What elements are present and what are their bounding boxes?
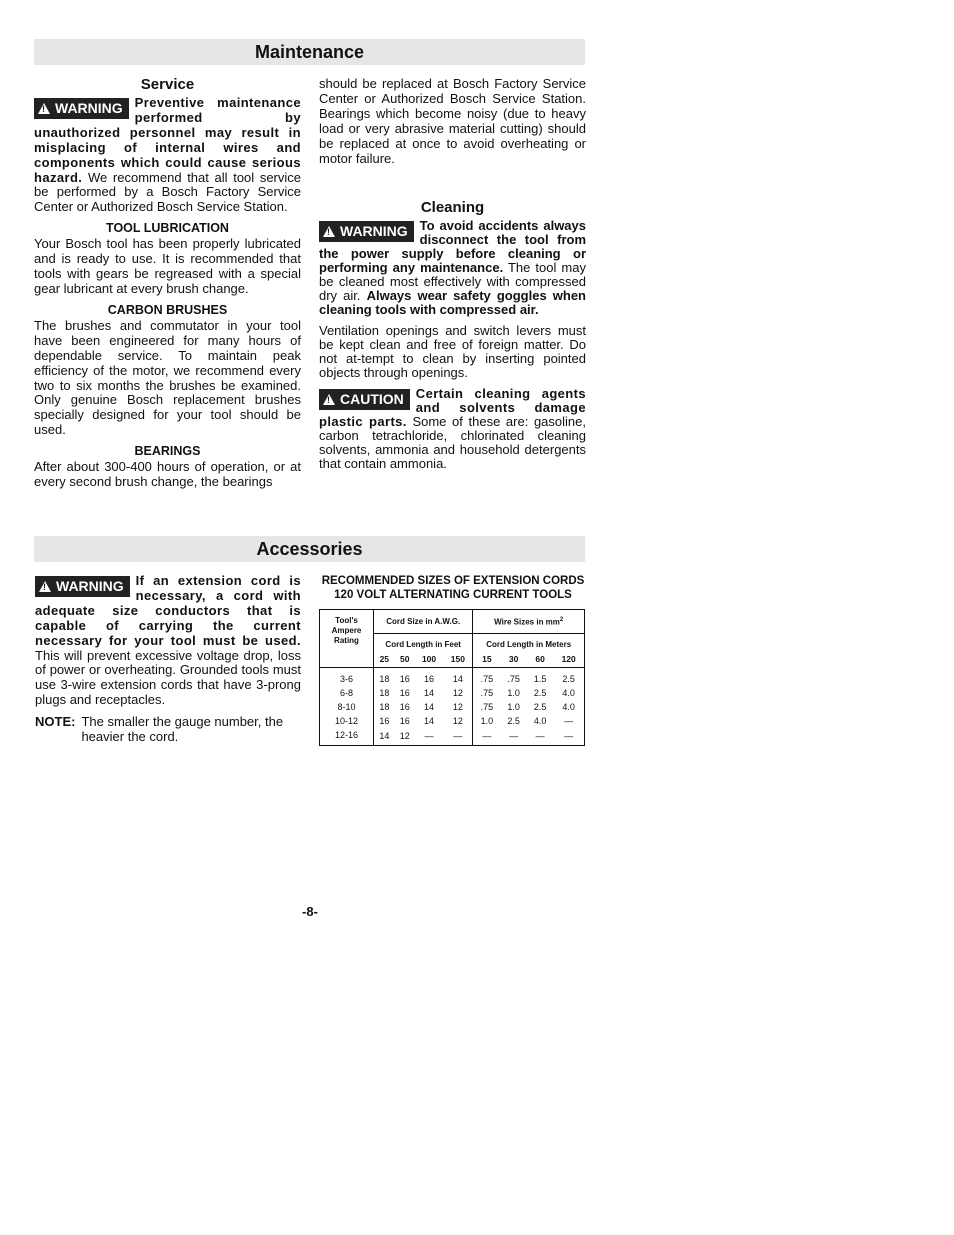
- cleaning-warning-text: The tool may be cleaned most effectively with compressed dry air.: [319, 260, 586, 304]
- meters-60: 60: [527, 652, 553, 668]
- cleaning-caution: [319, 387, 586, 471]
- extension-cord-warning: [35, 574, 301, 708]
- extension-cord-table: [319, 609, 585, 746]
- bearings-text-continued: should be replaced at Bosch Factory Service Center or Authorized Bosch Service Station. Bearings which become noisy (due to heavy load or very abrasive material cutting) should be replaced at once to avoid overheating or motor failure.: [319, 76, 586, 166]
- caution-signal: ! CAUTION: [319, 389, 410, 410]
- caution-text: Some of these are: gasoline, carbon tetrachloride, chlorinated cleaning solvents, ammonia and household detergents that contain ammonia.: [319, 414, 586, 472]
- note-label: NOTE:: [35, 714, 76, 730]
- lubrication-text: Your Bosch tool has been properly lubricated and is ready to use. It is recommended that tools with gears be regreased with a special gear lubricant at every brush change.: [34, 236, 301, 296]
- mm-header: Wire Sizes in $mm^2$: [473, 610, 585, 634]
- table-row: 3-6 18 16 16 14 .75 .75 1.5 2.5: [320, 672, 585, 686]
- cleaning-heading: Cleaning: [420, 199, 485, 217]
- warning-signal: ! WARNING: [35, 576, 130, 597]
- extension-cord-table-section: [319, 574, 587, 746]
- brushes-heading: CARBON BRUSHES: [107, 302, 228, 317]
- cleaning-warning-bold2: Always wear safety goggles when cleaning tools with compressed air.: [319, 288, 586, 318]
- extension-warning-bold: If an extension cord is necessary, a cord with adequate size conductors that is capable of carrying the current necessary for your tool must be used.: [35, 573, 301, 648]
- accessories-title: Accessories: [34, 536, 585, 562]
- cleaning-warning: [319, 219, 586, 317]
- table-row: 10-12 16 16 14 12 1.0 2.5 4.0 —: [320, 714, 585, 728]
- warning-triangle-icon: [39, 581, 51, 592]
- extension-warning-text: This will prevent excessive voltage drop, loss of power or overheating. Grounded tools must use 3-wire extension cords that have 3-prong plugs and receptacles.: [35, 647, 301, 708]
- table-row: 12-16 14 12 — — — — — —: [320, 728, 585, 746]
- feet-25: 25: [374, 652, 395, 668]
- meters-30: 30: [500, 652, 526, 668]
- maintenance-left-column: [34, 76, 301, 490]
- feet-100: 100: [415, 652, 444, 668]
- caution-bold: Certain cleaning agents and solvents damage plastic parts.: [319, 386, 586, 430]
- caution-triangle-icon: [323, 394, 335, 405]
- feet-50: 50: [395, 652, 415, 668]
- service-heading: Service: [140, 76, 195, 93]
- meters-15: 15: [473, 652, 500, 668]
- lubrication-heading: TOOL LUBRICATION: [106, 221, 229, 236]
- bearings-text: After about 300-400 hours of operation, or at every second brush change, the bearings: [34, 459, 301, 490]
- note: [35, 714, 301, 744]
- feet-150: 150: [443, 652, 473, 668]
- accessories-left-column: [35, 574, 301, 744]
- cleaning-warning-bold: To avoid accidents always disconnect the tool from the power supply before cleaning or performing any maintenance.: [319, 218, 586, 276]
- table-title-line1: RECOMMENDED SIZES OF EXTENSION CORDS: [321, 575, 585, 587]
- warning-signal: ! WARNING: [319, 221, 414, 242]
- ventilation-text: Ventilation openings and switch levers must be kept clean and free of foreign matter. Do not at-tempt to clean by inserting pointed objects through openings.: [319, 323, 586, 381]
- table-row: 8-10 18 16 14 12 .75 1.0 2.5 4.0: [320, 700, 585, 714]
- table-title-line2: 120 VOLT ALTERNATING CURRENT TOOLS: [334, 589, 572, 601]
- table-row: 6-8 18 16 14 12 .75 1.0 2.5 4.0: [320, 686, 585, 700]
- note-text: The smaller the gauge number, the heavier the cord.: [81, 714, 284, 745]
- rating-header: Tool's Ampere Rating: [320, 610, 374, 652]
- maintenance-title: Maintenance: [34, 39, 585, 65]
- length-row: [320, 652, 585, 668]
- service-warning: [34, 96, 301, 215]
- page-number: -8-: [302, 904, 318, 919]
- warning-triangle-icon: [38, 103, 50, 114]
- service-warning-bold: Preventive maintenance performed by unauthorized personnel may result in misplacing of internal wires and components which could cause serious hazard.: [34, 95, 301, 185]
- feet-header: Cord Length in Feet: [374, 634, 473, 652]
- awg-header: Cord Size in A.W.G.: [374, 610, 473, 634]
- meters-120: 120: [553, 652, 584, 668]
- meters-header: Cord Length in Meters: [486, 639, 572, 649]
- brushes-text: The brushes and commutator in your tool have been engineered for many hours of dependable service. To maintain peak efficiency of the motor, we recommend every two to six months the brushes be examined. Only genuine Bosch replacement brushes specially designed for your tool should be used.: [34, 317, 301, 438]
- maintenance-right-column: [319, 77, 586, 471]
- warning-signal: ! WARNING: [34, 98, 129, 119]
- service-warning-text: We recommend that all tool service be performed by a Bosch Factory Service Center or Authorized Bosch Service Station.: [34, 169, 301, 215]
- bearings-heading: BEARINGS: [134, 444, 201, 459]
- warning-triangle-icon: [323, 226, 335, 237]
